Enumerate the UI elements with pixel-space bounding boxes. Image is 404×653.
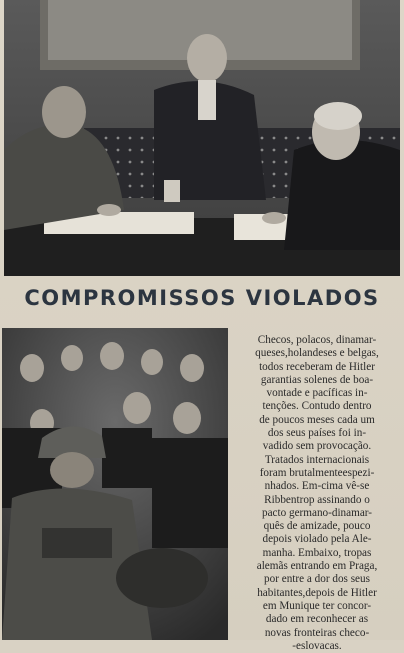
- caption-line: -eslovacas.: [292, 639, 342, 652]
- caption-line: vadido sem provocação.: [262, 440, 372, 453]
- signing-photo: [4, 0, 400, 276]
- caption-line: dos seus países foi in-: [267, 427, 367, 440]
- caption-line: em Munique ter concor-: [262, 599, 372, 612]
- caption-line: Ribbentrop assinando o: [264, 493, 370, 506]
- caption-line: por entre a dor dos seus: [264, 573, 370, 586]
- caption-line: foram brutalmenteespezi-: [259, 466, 375, 479]
- headline: COMPROMISSOS VIOLADOS: [24, 286, 380, 310]
- caption-line: depois violado pela Ale-: [262, 533, 372, 546]
- caption-line: garantias solenes de boa-: [260, 373, 374, 386]
- caption-line: quês de amizade, pouco: [263, 520, 371, 533]
- caption-line: alemãs entrando em Praga,: [256, 560, 378, 573]
- caption-line: Tratados internacionais: [264, 453, 370, 466]
- caption-line: dado em reconhecer as: [265, 613, 369, 626]
- caption-line: nhados. Em-cima vê-se: [264, 480, 370, 493]
- caption-line: tenções. Contudo dentro: [262, 400, 372, 413]
- caption-line: todos receberam de Hitler: [259, 360, 375, 373]
- caption-line: habitantes,depois de Hitler: [257, 586, 377, 599]
- caption-line: novas fronteiras checo-: [264, 626, 370, 639]
- caption-line: queses,holandeses e belgas,: [255, 347, 379, 360]
- caption-line: Checos, polacos, dinamar-: [257, 334, 377, 346]
- caption-line: vontade e pacíficas in-: [266, 387, 368, 400]
- troops-photo: [2, 328, 228, 640]
- caption-line: de poucos meses cada um: [259, 413, 375, 426]
- caption-text: [238, 334, 396, 653]
- caption-line: manha. Embaixo, tropas: [262, 546, 372, 559]
- caption-line: pacto germano-dinamar-: [261, 506, 373, 519]
